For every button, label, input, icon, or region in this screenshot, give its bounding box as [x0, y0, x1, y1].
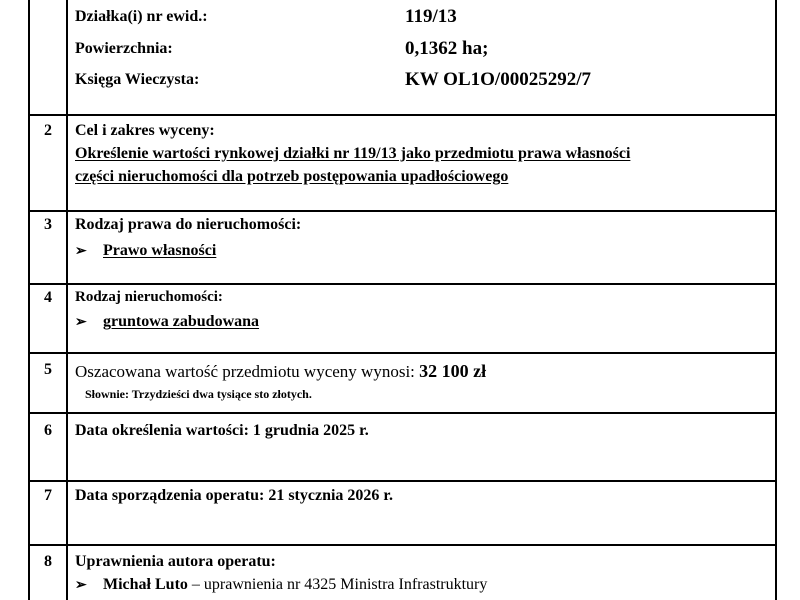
row-divider: [28, 412, 777, 414]
valuation-date-value: 1 grudnia 2025 r.: [252, 422, 369, 439]
arrow-bullet-icon: ➢: [75, 578, 87, 593]
author-license: – uprawnienia nr 4325 Ministra Infrastruktury: [187, 576, 488, 593]
author-qualifications-title: Uprawnienia autora operatu:: [75, 553, 276, 570]
row-number: 8: [44, 553, 52, 570]
land-registry-label: Księga Wieczysta:: [75, 71, 200, 88]
estimated-value-label: Oszacowana wartość przedmiotu wyceny wynosi:: [75, 362, 415, 381]
arrow-bullet-icon: ➢: [75, 315, 87, 330]
property-right-value: Prawo własności: [103, 242, 217, 259]
row-divider: [28, 352, 777, 354]
row-divider: [28, 210, 777, 212]
row-number: 3: [44, 216, 52, 233]
valuation-purpose-line-1: Określenie wartości rynkowej działki nr 119/13 jako przedmiotu prawa własności: [75, 145, 631, 162]
row-divider: [28, 114, 777, 116]
report-date-line: [75, 487, 775, 505]
valuation-purpose-line-2: części nieruchomości dla potrzeb postępowania upadłościowego: [75, 168, 509, 185]
row-number: 4: [44, 289, 52, 306]
parcel-number-value: 119/13: [405, 6, 457, 27]
parcel-number-label: Działka(i) nr ewid.:: [75, 8, 208, 25]
row-number: 2: [44, 122, 52, 139]
author-qualifications-item: [75, 576, 775, 594]
author-name: Michał Luto: [103, 576, 188, 593]
valuation-date-line: [75, 422, 775, 440]
valuation-purpose-title: Cel i zakres wyceny:: [75, 122, 215, 139]
estimated-value-in-words: Słownie: Trzydzieści dwa tysiące sto złotych.: [85, 387, 312, 401]
row-number: 7: [44, 487, 52, 504]
valuation-date-label: Data określenia wartości:: [75, 422, 249, 439]
report-date-value: 21 stycznia 2026 r.: [268, 487, 394, 504]
report-date-label: Data sporządzenia operatu:: [75, 487, 265, 504]
row-divider: [28, 283, 777, 285]
property-type-item: [75, 313, 775, 331]
property-right-item: [75, 242, 775, 260]
row-divider: [28, 544, 777, 546]
land-registry-value: KW OL1O/00025292/7: [405, 69, 591, 90]
table-border-right: [775, 0, 777, 600]
property-type-title: Rodzaj nieruchomości:: [75, 289, 223, 305]
table-border-column: [66, 0, 68, 600]
area-label: Powierzchnia:: [75, 40, 173, 57]
arrow-bullet-icon: ➢: [75, 244, 87, 259]
row-number: 5: [44, 361, 52, 378]
row-number: 6: [44, 422, 52, 439]
property-right-title: Rodzaj prawa do nieruchomości:: [75, 216, 302, 233]
estimated-value-amount: 32 100 zł: [419, 361, 487, 381]
area-value: 0,1362 ha;: [405, 38, 489, 59]
estimated-value-line: [75, 361, 775, 382]
row-divider: [28, 480, 777, 482]
property-type-value: gruntowa zabudowana: [103, 313, 260, 330]
